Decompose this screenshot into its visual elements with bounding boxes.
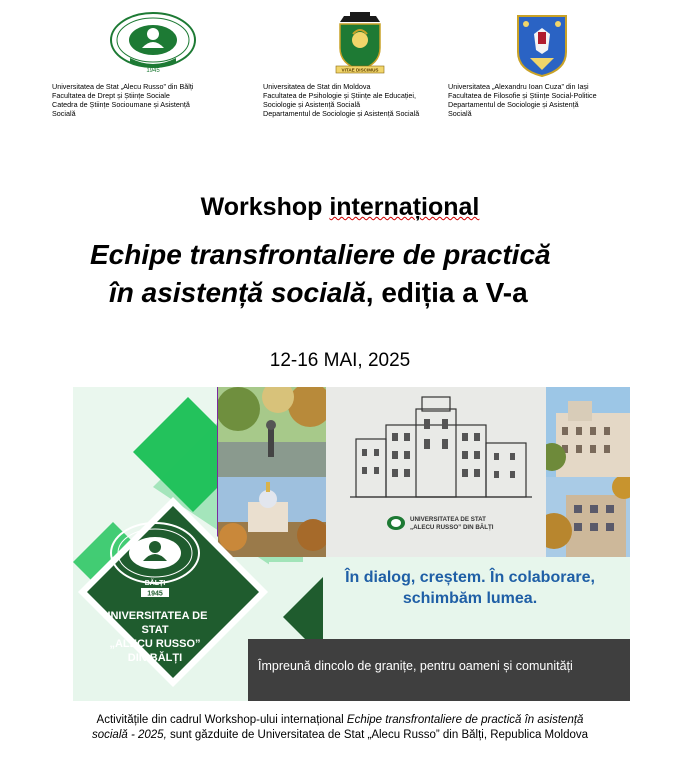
campus-park-photo bbox=[218, 387, 326, 477]
institution-line: Facultatea de Drept și Științe Sociale bbox=[52, 91, 170, 100]
faculty-building-photo bbox=[546, 477, 630, 557]
institution-line: Catedra de Științe Socioumane și Asistență bbox=[52, 100, 190, 109]
event-title-line2-italic: în asistență socială bbox=[109, 277, 366, 308]
footer-note bbox=[0, 713, 680, 743]
institution-line: Universitatea de Stat „Alecu Russo” din Bălți bbox=[52, 82, 194, 91]
banner-logo-city: BĂLȚI bbox=[144, 580, 166, 587]
small-usarb-logo bbox=[386, 515, 406, 531]
footer-line1 bbox=[0, 713, 680, 728]
usm-crest-logo bbox=[334, 12, 386, 74]
banner-logo-year: 1945 bbox=[147, 590, 163, 598]
event-title-line2 bbox=[90, 274, 551, 312]
building-caption-line: „ALECU RUSSO” DIN BĂLȚI bbox=[410, 523, 494, 531]
institution-line: Universitatea „Alexandru Ioan Cuza” din Iași bbox=[448, 82, 589, 91]
footer-event-name: Echipe transfrontaliere de practică în asistență bbox=[346, 714, 584, 726]
banner-university-name bbox=[93, 609, 217, 665]
institution-line: Universitatea de Stat din Moldova bbox=[263, 82, 371, 91]
university-name-line: DIN BĂLȚI bbox=[127, 652, 183, 664]
event-banner bbox=[73, 387, 630, 701]
motto-text: Împreună dincolo de granițe, pentru oameni și comunități bbox=[258, 659, 573, 673]
building-caption bbox=[410, 516, 494, 531]
institution-line: Facultatea de Filosofie și Științe Social-Politice bbox=[448, 91, 597, 100]
institution-line: Socială bbox=[448, 109, 472, 118]
footer-text: Activitățile din cadrul Workshop-ului internațional bbox=[96, 714, 347, 726]
footer-host: sunt găzduite de Universitatea de Stat „Alecu Russo” din Bălți, Republica Moldova bbox=[166, 729, 589, 741]
institution-line: Socială bbox=[52, 109, 76, 118]
banner-usarb-logo bbox=[109, 517, 201, 599]
building-caption-line: UNIVERSITATEA DE STAT bbox=[410, 516, 486, 523]
institution-usarb bbox=[52, 82, 242, 118]
institution-line: Sociologie și Asistență Socială bbox=[263, 100, 361, 109]
footer-line2 bbox=[0, 728, 680, 743]
institution-uaic bbox=[448, 82, 633, 118]
usarb-logo bbox=[110, 10, 196, 74]
building-sketch-panel bbox=[326, 387, 546, 557]
workshop-title-word: internațional bbox=[329, 193, 480, 221]
event-dates: 12-16 MAI, 2025 bbox=[269, 350, 411, 371]
banner-tagline bbox=[325, 567, 615, 609]
university-building-sketch bbox=[326, 387, 546, 517]
institution-usm bbox=[263, 82, 448, 118]
motto-bar bbox=[248, 639, 630, 701]
institution-line: Departamentul de Sociologie și Asistență Socială bbox=[263, 109, 420, 118]
university-name-line: „ALECU RUSSO” bbox=[109, 638, 201, 650]
workshop-title-prefix: Workshop bbox=[200, 193, 330, 221]
event-title bbox=[90, 236, 551, 312]
footer-event-name-end: socială - 2025, bbox=[91, 729, 167, 741]
tagline-line: În dialog, creștem. În colaborare, bbox=[345, 569, 595, 586]
campus-building-photo bbox=[546, 387, 630, 477]
university-name-line: UNIVERSITATEA DE STAT bbox=[102, 610, 208, 636]
usm-motto: VITAE DISCIMUS bbox=[341, 67, 379, 73]
institution-line: Facultatea de Psihologie și Științe ale Educației, bbox=[263, 91, 417, 100]
uaic-crest-logo bbox=[516, 14, 568, 78]
event-title-edition: , ediția a V-a bbox=[365, 277, 528, 308]
usarb-logo-year: 1945 bbox=[146, 68, 160, 74]
workshop-title bbox=[0, 193, 680, 222]
institution-line: Departamentul de Sociologie și Asistență bbox=[448, 100, 579, 109]
tagline-line: schimbăm lumea. bbox=[402, 590, 538, 607]
event-title-line1: Echipe transfrontaliere de practică bbox=[90, 239, 551, 270]
